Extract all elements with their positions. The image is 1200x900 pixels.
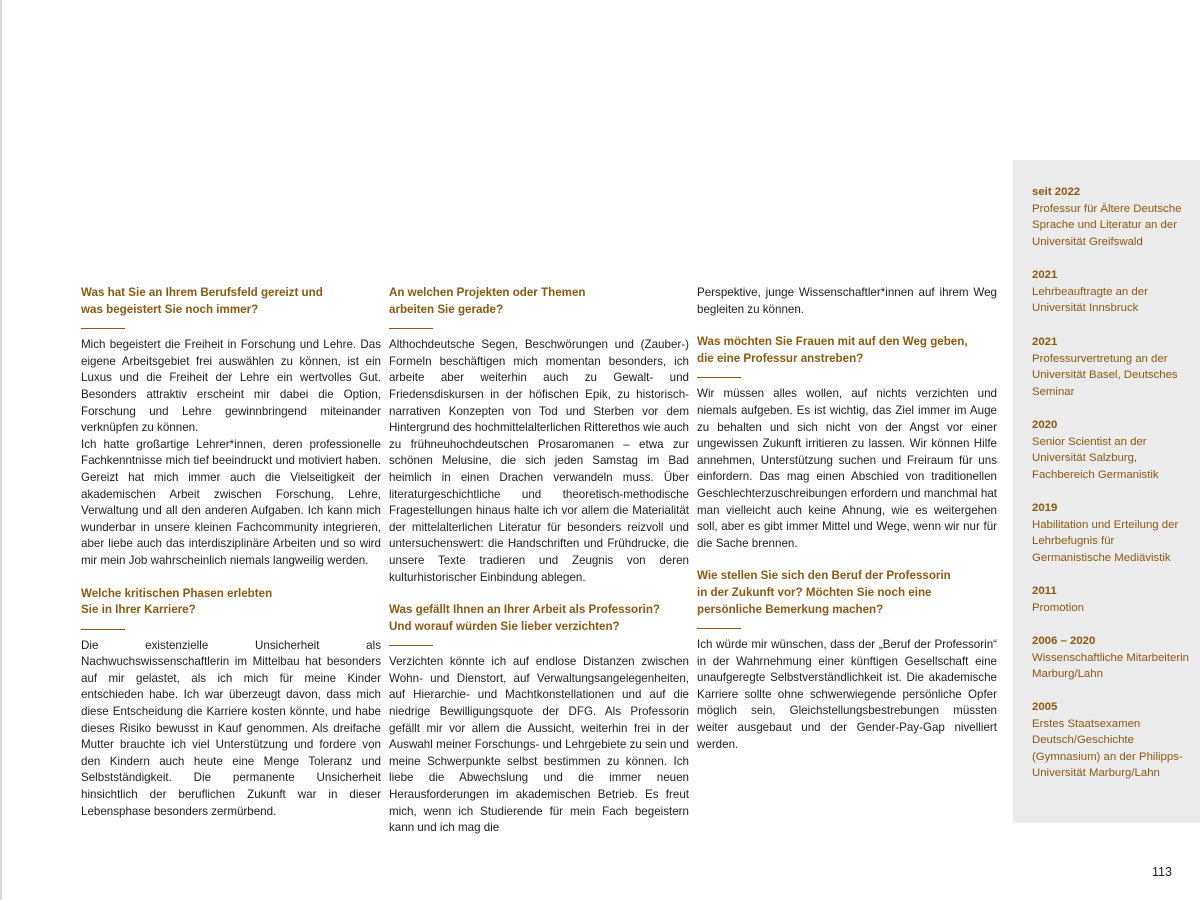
timeline-year: 2006 – 2020 (1032, 635, 1096, 647)
heading-rule (81, 629, 125, 630)
answer-text: Wir müssen alles wollen, auf nichts verzichten und niemals aufgeben. Es ist wichtig, das Ziel immer im Auge zu behalten und sich nicht von der Angst vor einer ungewissen Zukunft irritieren zu lassen. Wir können Hilfe annehmen, Unterstützung suchen und Freiraum für uns einfordern. Das mag einen Abschied von traditionellen Geschlechterzuschreibungen erfordern und manchmal hat man vielleicht auch keine Ahnung, wie es weitergehen soll, aber es gibt immer Mittel und Wege, wenn wir nur für die Sache brennen. (697, 387, 997, 550)
heading-rule (697, 377, 741, 378)
timeline-text: Senior Scientist an der Universität Salzburg, Fachbereich Germanistik (1032, 435, 1159, 481)
timeline-year: 2020 (1032, 419, 1058, 431)
timeline-entry (1032, 699, 1192, 782)
question-heading: Welche kritischen Phasen erlebten Sie in Ihrer Karriere? (81, 586, 273, 617)
timeline-text: Erstes Staatsexamen Deutsch/Geschichte (Gymnasium) an der Philipps-Universität Marburg/Lahn (1032, 717, 1183, 780)
timeline-text: Promotion (1032, 601, 1084, 614)
timeline-year: 2021 (1032, 269, 1058, 281)
timeline-entry (1032, 583, 1192, 616)
timeline-entry (1032, 184, 1192, 250)
timeline-text: Wissenschaftliche Mitarbeiterin Marburg/Lahn (1032, 651, 1189, 681)
page-number: 113 (1152, 865, 1172, 879)
timeline-year: 2021 (1032, 336, 1058, 348)
question-heading: Wie stellen Sie sich den Beruf der Professorin in der Zukunft vor? Möchten Sie noch eine persönliche Bemerkung machen? (697, 569, 951, 616)
timeline-entry (1032, 500, 1192, 566)
timeline-text: Habilitation und Erteilung der Lehrbefugnis für Germanistische Mediävistik (1032, 518, 1179, 564)
answer-text: Die existenzielle Unsicherheit als Nachwuchswissenschaftlerin im Mittelbau hat besonders auf mir gelastet, als ich mich für meine Kinder entschieden habe. Ich war überzeugt davon, dass mich diese Entscheidung die Karriere kosten könnte, und habe dieses Risiko bewusst in Kauf genommen. Als dreifache Mutter brauchte ich viel Unterstützung und fordere von den Kindern auch heute eine Menge Toleranz und Selbstständigkeit. Die permanente Unsicherheit hinsichtlich der beruflichen Zukunft war in dieser Lebensphase besonders zermürbend. (81, 638, 381, 818)
timeline-text: Professur für Ältere Deutsche Sprache und Literatur an der Universität Greifswald (1032, 202, 1182, 248)
continued-answer-text: Perspektive, junge Wissenschaftler*innen auf ihrem Weg begleiten zu können. (697, 286, 997, 316)
answer-text: Althochdeutsche Segen, Beschwörungen und (Zauber-) Formeln beschäftigen mich momentan besonders, ich arbeite aber weiterhin auch zu Gewalt- und Friedensdiskursen in der höfischen Epik, zu historisch-narrativen Konzepten von Tod und Sterben vor dem Hintergrund des hochmittelalterlichen Ritterethos wie auch zu frühneuhochdeutschen Prosaromanen – etwa zur schönen Melusine, die sich jeden Samstag im Bad heimlich in einen Drachen verwandeln muss. Über literaturgeschichtliche und theoretisch-methodische Fragestellungen hinaus halte ich vor allem die Materialität der mittelalterlichen Literatur für besonders reizvoll und untersuchenswert: die Handschriften und Frühdrucke, die unsere Texte tradieren und Zeugnis von deren kulturhistorischer Einbindung ablegen. (389, 338, 689, 584)
heading-rule (81, 328, 125, 329)
timeline-year: 2011 (1032, 585, 1057, 597)
timeline-text: Professurvertretung an der Universität Basel, Deutsches Seminar (1032, 352, 1178, 398)
timeline-entry (1032, 334, 1192, 400)
timeline-year: 2005 (1032, 701, 1058, 713)
answer-text: Verzichten könnte ich auf endlose Distanzen zwischen Wohn- und Dienstort, auf Verwaltungsangelegenheiten, auf Hierarchie- und Machtkonstellationen und auf die niedrige Bewilligungsquote der DFG. Als Professorin gefällt mir vor allem die Aussicht, weiterhin frei in der Auswahl meiner Forschungs- und Lehrgebiete zu sein und meine Schwerpunkte selbst bestimmen zu können. Ich liebe die Abwechslung und die immer neuen Herausforderungen im akademischen Betrieb. Es freut mich, wenn ich Studierende für mein Fach begeistern kann und ich mag die (389, 655, 689, 835)
career-timeline-sidebar (1013, 160, 1200, 823)
interview-column-1 (81, 285, 381, 820)
interview-column-2 (389, 285, 689, 837)
heading-rule (389, 328, 433, 329)
timeline-entry (1032, 417, 1192, 483)
question-heading: Was möchten Sie Frauen mit auf den Weg geben, die eine Professur anstreben? (697, 335, 968, 365)
timeline-text: Lehrbeauftragte an der Universität Innsbruck (1032, 285, 1148, 315)
heading-rule (697, 628, 741, 629)
answer-text: Mich begeistert die Freiheit in Forschung und Lehre. Das eigene Arbeitsgebiet frei auswählen zu können, ist ein Luxus und die Freiheit der Lehre ein wertvolles Gut. Besonders attraktiv erscheint mir dabei die Option, Forschung und Lehre gewinnbringend miteinander verknüpfen zu können. Ich hatte großartige Lehrer*innen, deren professionelle Fachkenntnisse mich tief beeindruckt und motiviert haben. Gereizt hat mich immer auch die Vielseitigkeit der akademischen Arbeit zwischen Forschung, Lehre, Verwaltung und all den anderen Aufgaben. Ich kann mich wunderbar in unsere kleinen Fachcommunity integrieren, aber liebe auch das interdisziplinäre Arbeiten und so wird mir mein Job wahrscheinlich niemals langweilig werden. (81, 338, 381, 567)
question-heading: Was hat Sie an Ihrem Berufsfeld gereizt und was begeistert Sie noch immer? (81, 286, 323, 316)
question-heading: An welchen Projekten oder Themen arbeiten Sie gerade? (389, 286, 586, 316)
timeline-year: 2019 (1032, 502, 1058, 514)
timeline-entry (1032, 267, 1192, 317)
page-left-edge (0, 0, 2, 900)
question-heading: Was gefällt Ihnen an Ihrer Arbeit als Professorin? Und worauf würden Sie lieber verzichten? (389, 603, 661, 633)
answer-text: Ich würde mir wünschen, dass der „Beruf der Professorin“ in der Wahrnehmung einer künftigen Gesellschaft eine unaufgeregte Selbstverständlichkeit ist. Die akademische Karriere sollte ohne schwerwiegende persönliche Opfer möglich sein, Gleichstellungsbestrebungen müssten weiter ausgebaut und der Gender-Pay-Gap nivelliert werden. (697, 638, 997, 751)
interview-column-3 (697, 285, 997, 753)
timeline-entry (1032, 633, 1192, 683)
heading-rule (389, 645, 433, 646)
timeline-year: seit 2022 (1032, 186, 1081, 198)
